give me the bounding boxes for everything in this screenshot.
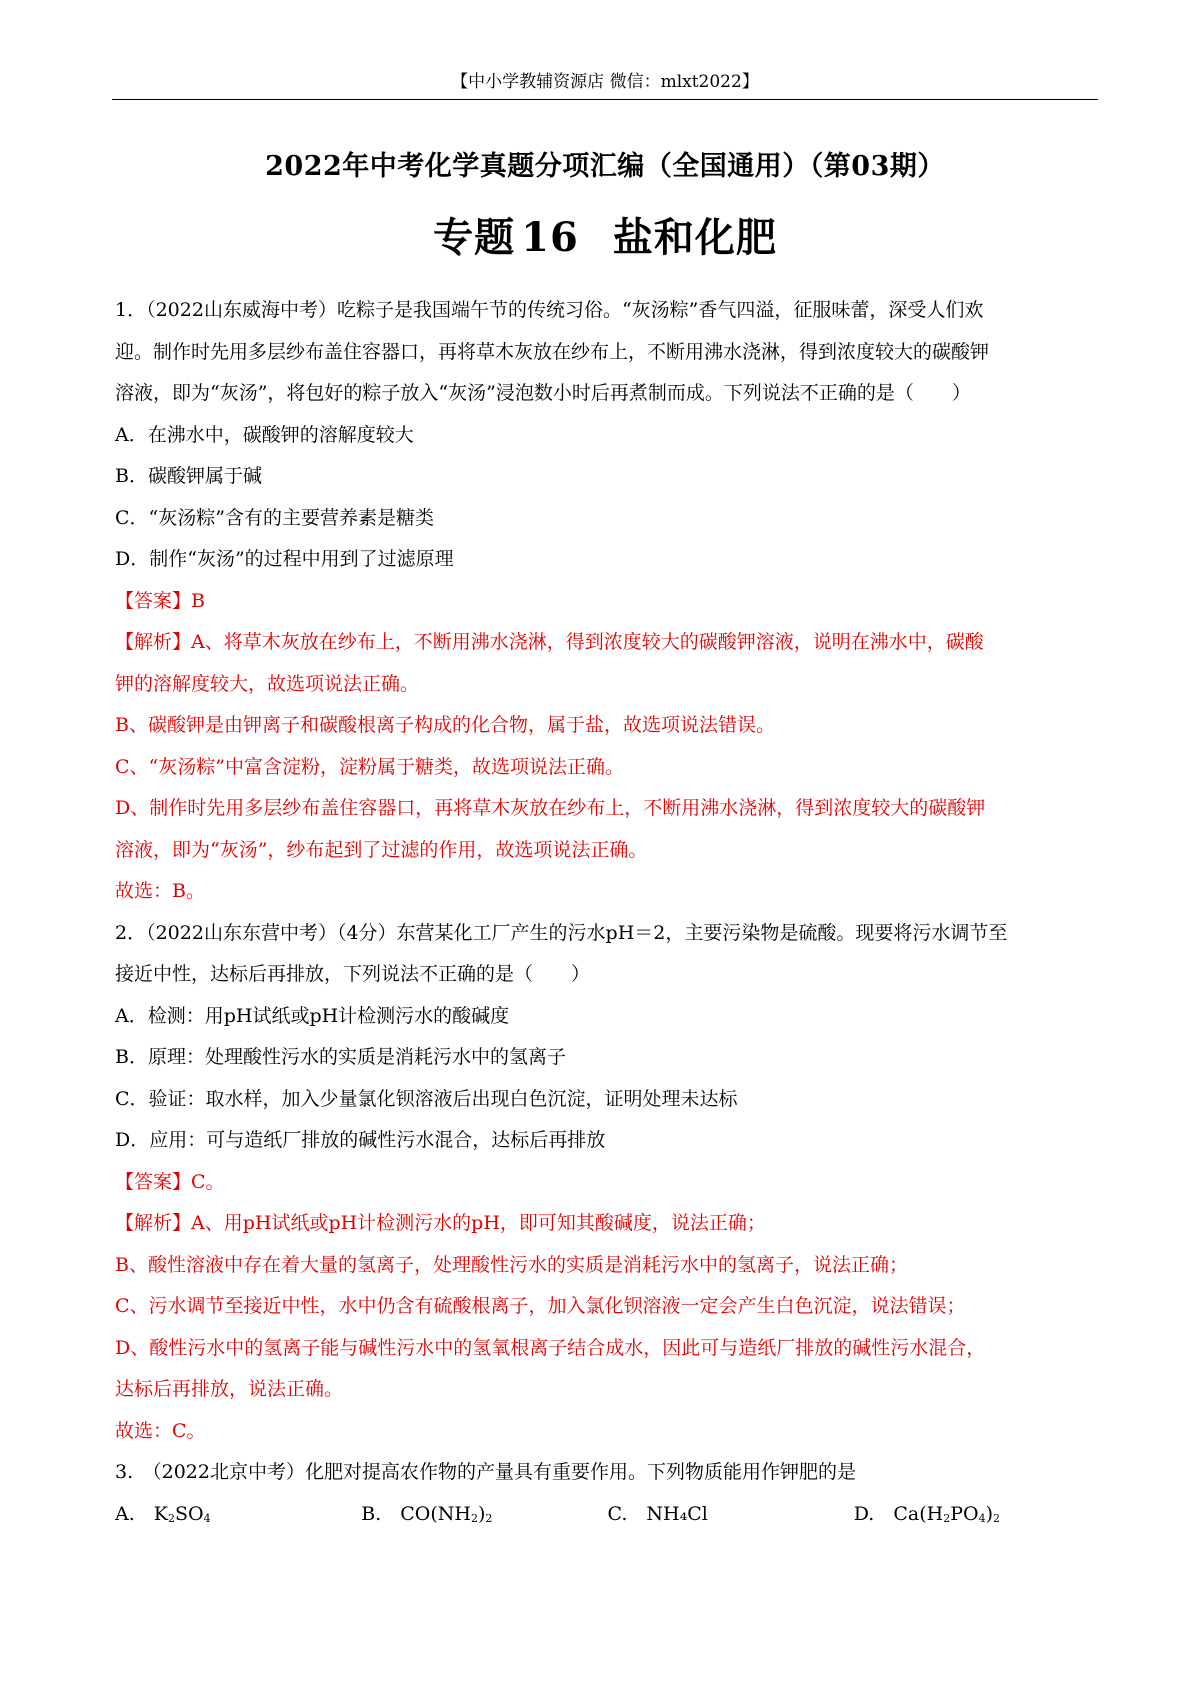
question-3-option-c: C. NH₄Cl [607,1502,708,1525]
question-3-option-d: D. $Ca(H_2PO_4)_2$ [853,1502,1000,1525]
question-1-stem-line: 溶液，即为“灰汤”，将包好的粽子放入“灰汤”浸泡数小时后再煮制而成。下列说法不正确的是（ ） [115,382,971,404]
topic-title [112,210,1098,266]
question-1-stem-line: 1．（2022山东威海中考）吃粽子是我国端午节的传统习俗。“灰汤粽”香气四溢，征服味蕾，深受人们欢 [115,299,984,321]
question-2-analysis-line: C、污水调节至接近中性，水中仍含有硫酸根离子，加入氯化钡溶液一定会产生白色沉淀，说法错误； [115,1295,966,1317]
question-1-option-c: C．“灰汤粽”含有的主要营养素是糖类 [115,506,434,529]
document-title: 2022年中考化学真题分项汇编（全国通用）（第03期） [265,151,945,182]
question-3-option-a: A. $K_2SO_4$ [115,1502,211,1525]
question-1-conclusion: 故选：B。 [115,880,205,902]
question-2-option-c: C．验证：取水样，加入少量氯化钡溶液后出现白色沉淀，证明处理未达标 [115,1087,738,1110]
question-1-analysis-line: 钾的溶解度较大，故选项说法正确。 [115,672,420,695]
question-2-conclusion: 故选：C。 [115,1419,206,1442]
question-2-analysis-line: 达标后再排放，说法正确。 [115,1378,344,1400]
question-3-stem: 3. （2022北京中考）化肥对提高农作物的产量具有重要作用。下列物质能用作钾肥的是 [115,1461,856,1483]
question-3-options [115,1494,1100,1536]
question-1-analysis-line: 溶液，即为“灰汤”，纱布起到了过滤的作用，故选项说法正确。 [115,838,648,861]
question-1-option-a: A．在沸水中，碳酸钾的溶解度较大 [115,423,414,446]
topic-number: 16 [521,214,579,261]
question-1-analysis-line: C、“灰汤粽”中富含淀粉，淀粉属于糖类，故选项说法正确。 [115,755,624,778]
header-divider [112,99,1098,100]
question-2-option-d: D．应用：可与造纸厂排放的碱性污水混合，达标后再排放 [115,1129,606,1151]
question-2-analysis-line: B、酸性溶液中存在着大量的氢离子，处理酸性污水的实质是消耗污水中的氢离子，说法正确； [115,1253,908,1276]
question-1-answer: 【答案】B [115,589,205,612]
page-header: 【中小学教辅资源店 微信：mlxt2022】 [451,72,759,92]
topic-name: 盐和化肥 [612,214,777,261]
question-2-analysis-line: 【解析】A、用pH试纸或pH计检测污水的pH，即可知其酸碱度，说法正确； [115,1212,766,1234]
question-2-option-b: B．原理：处理酸性污水的实质是消耗污水中的氢离子 [115,1046,566,1068]
question-2-stem-line: 2．（2022山东东营中考）（4分）东营某化工厂产生的污水pH＝2，主要污染物是硫酸。现要将污水调节至 [115,921,1008,944]
question-1-analysis-line: B、碳酸钾是由钾离子和碳酸根离子构成的化合物，属于盐，故选项说法错误。 [115,714,775,736]
question-1-analysis-line: D、制作时先用多层纱布盖住容器口，再将草木灰放在纱布上，不断用沸水浇淋，得到浓度较大的碳酸钾 [115,797,986,819]
question-1-option-d: D．制作“灰汤”的过程中用到了过滤原理 [115,548,454,570]
document-body [115,290,1100,1535]
question-2-analysis-line: D、酸性污水中的氢离子能与碱性污水中的氢氧根离子结合成水，因此可与造纸厂排放的碱性污水混合， [115,1336,986,1359]
question-2-answer: 【答案】C。 [115,1170,225,1193]
question-2-option-a: A．检测：用pH试纸或pH计检测污水的酸碱度 [115,1004,510,1027]
question-2-stem-line: 接近中性，达标后再排放，下列说法不正确的是（ ） [115,963,591,985]
question-3-option-b: B. $CO(NH_2)_2$ [361,1502,493,1525]
topic-prefix: 专题 [433,214,516,261]
question-1-analysis-line: 【解析】A、将草木灰放在纱布上，不断用沸水浇淋，得到浓度较大的碳酸钾溶液，说明在沸水中，碳酸 [115,631,984,653]
question-1-option-b: B．碳酸钾属于碱 [115,465,262,487]
question-1-stem-line: 迎。制作时先用多层纱布盖住容器口，再将草木灰放在纱布上，不断用沸水浇淋，得到浓度较大的碳酸钾 [115,340,990,363]
